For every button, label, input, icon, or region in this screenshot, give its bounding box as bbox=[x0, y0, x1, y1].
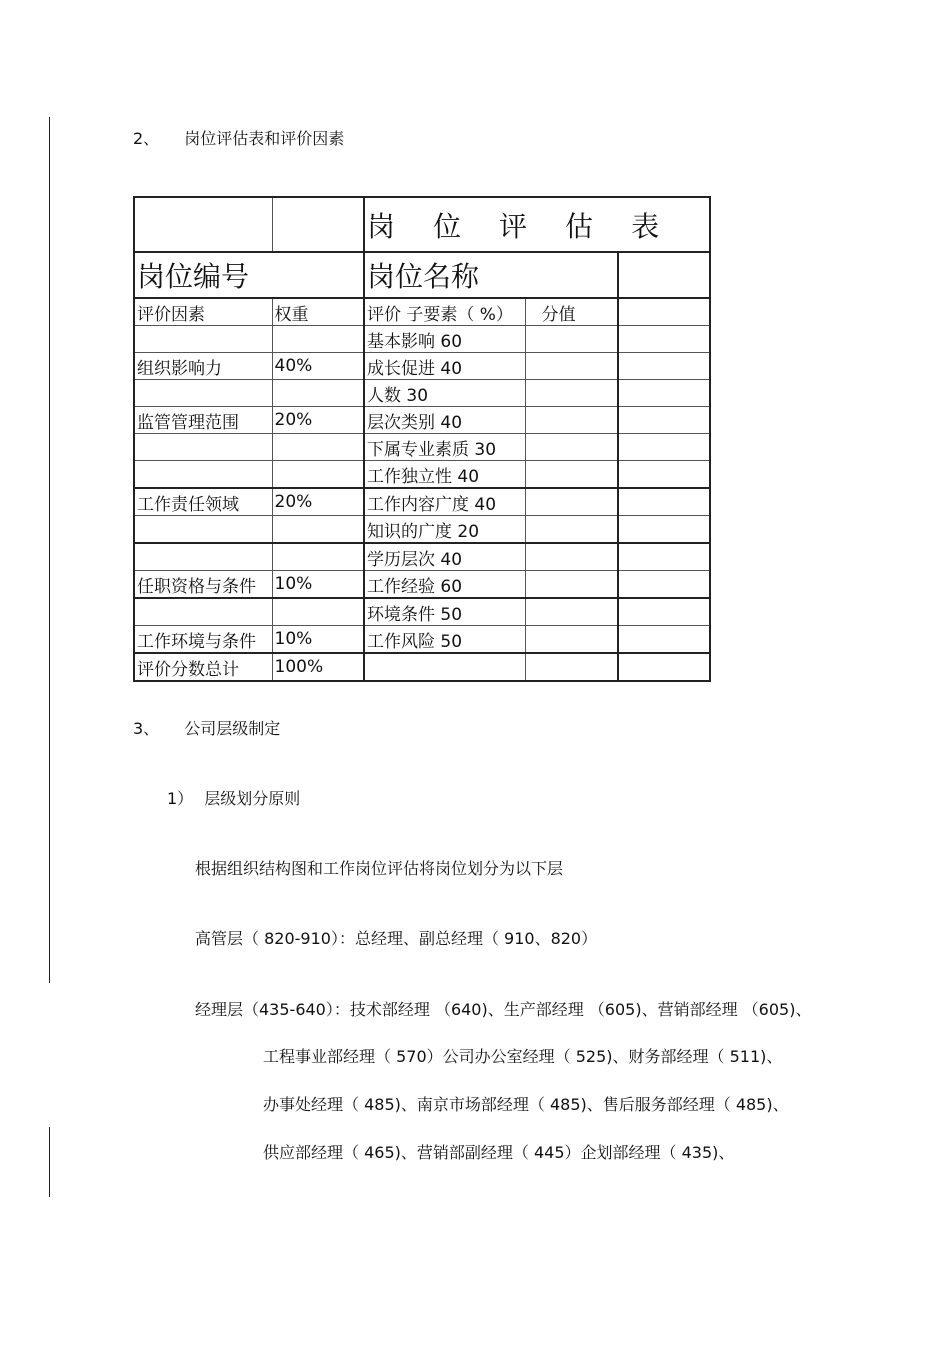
blank-cell bbox=[618, 516, 710, 544]
sub-factor-cell: 工作经验 60 bbox=[364, 571, 525, 599]
score-cell bbox=[525, 543, 618, 571]
blank-cell bbox=[618, 571, 710, 599]
blank-cell bbox=[618, 653, 710, 681]
section-2-number: 2、 bbox=[133, 129, 160, 148]
post-name-value bbox=[618, 252, 710, 298]
score-cell bbox=[525, 407, 618, 434]
blank-cell bbox=[364, 653, 525, 681]
senior-level-paragraph: 高管层（ 820-910）：总经理、副总经理（ 910、820） bbox=[195, 929, 598, 948]
table-row bbox=[134, 434, 710, 461]
score-cell bbox=[525, 461, 618, 489]
factor-cell bbox=[134, 380, 272, 407]
blank-cell bbox=[618, 326, 710, 353]
factor-cell: 工作责任领域 bbox=[134, 488, 272, 516]
total-weight: 100% bbox=[272, 653, 364, 681]
sub-factor-cell: 基本影响 60 bbox=[364, 326, 525, 353]
table-row bbox=[134, 407, 710, 434]
section-3-heading bbox=[133, 719, 280, 739]
header-sub-factor: 评价 子要素（ %） bbox=[364, 298, 525, 326]
weight-cell bbox=[272, 543, 364, 571]
subsection-1-title: 层级划分原则 bbox=[204, 789, 301, 808]
post-name-label: 岗位名称 bbox=[364, 252, 618, 298]
sub-factor-cell: 知识的广度 20 bbox=[364, 516, 525, 544]
factor-cell: 工作环境与条件 bbox=[134, 626, 272, 654]
manager-level-line-3: 办事处经理（ 485)、南京市场部经理（ 485)、售后服务部经理（ 485)、 bbox=[263, 1095, 789, 1114]
blank-cell bbox=[618, 407, 710, 434]
section-3-number: 3、 bbox=[133, 719, 160, 738]
sub-factor-cell: 工作独立性 40 bbox=[364, 461, 525, 489]
header-score: 分值 bbox=[525, 298, 618, 326]
blank-cell bbox=[618, 353, 710, 380]
table-row bbox=[134, 461, 710, 489]
margin-bar-top bbox=[49, 117, 50, 983]
weight-cell: 20% bbox=[272, 407, 364, 434]
blank-cell bbox=[618, 434, 710, 461]
blank-cell bbox=[618, 298, 710, 326]
blank-cell bbox=[618, 488, 710, 516]
weight-cell: 40% bbox=[272, 353, 364, 380]
weight-cell bbox=[272, 598, 364, 626]
table-row bbox=[134, 353, 710, 380]
table-row bbox=[134, 326, 710, 353]
factor-cell bbox=[134, 543, 272, 571]
weight-cell: 10% bbox=[272, 571, 364, 599]
factor-cell bbox=[134, 326, 272, 353]
sub-factor-cell: 成长促进 40 bbox=[364, 353, 525, 380]
manager-level-line-2: 工程事业部经理（ 570）公司办公室经理（ 525)、财务部经理（ 511)、 bbox=[263, 1047, 783, 1066]
blank-cell bbox=[618, 380, 710, 407]
score-cell bbox=[525, 434, 618, 461]
intro-paragraph: 根据组织结构图和工作岗位评估将岗位划分为以下层 bbox=[195, 859, 564, 878]
post-evaluation-table bbox=[133, 196, 711, 682]
post-number-label: 岗位编号 bbox=[134, 252, 364, 298]
title-char: 位 bbox=[433, 209, 462, 243]
factor-cell: 组织影响力 bbox=[134, 353, 272, 380]
score-cell bbox=[525, 488, 618, 516]
title-char: 评 bbox=[499, 209, 528, 243]
score-cell bbox=[525, 353, 618, 380]
score-cell bbox=[525, 626, 618, 654]
table-row bbox=[134, 488, 710, 516]
blank-cell bbox=[618, 543, 710, 571]
score-cell bbox=[525, 598, 618, 626]
score-cell bbox=[525, 380, 618, 407]
blank-cell bbox=[618, 598, 710, 626]
manager-level-line-1: 经理层（435-640）：技术部经理 （640)、生产部经理 （605)、营销部经理 （605)、 bbox=[195, 1000, 812, 1019]
table-row bbox=[134, 380, 710, 407]
factor-cell: 任职资格与条件 bbox=[134, 571, 272, 599]
subsection-1-heading bbox=[167, 789, 300, 809]
score-cell bbox=[525, 571, 618, 599]
margin-bar-bottom bbox=[49, 1127, 50, 1197]
header-factor: 评价因素 bbox=[134, 298, 272, 326]
total-label: 评价分数总计 bbox=[134, 653, 272, 681]
blank-cell bbox=[272, 197, 364, 252]
score-cell bbox=[525, 326, 618, 353]
sub-factor-cell: 环境条件 50 bbox=[364, 598, 525, 626]
factor-cell bbox=[134, 434, 272, 461]
sub-factor-cell: 工作风险 50 bbox=[364, 626, 525, 654]
weight-cell bbox=[272, 434, 364, 461]
blank-cell bbox=[134, 197, 272, 252]
sub-factor-cell: 层次类别 40 bbox=[364, 407, 525, 434]
blank-cell bbox=[525, 653, 618, 681]
blank-cell bbox=[618, 461, 710, 489]
sub-factor-cell: 人数 30 bbox=[364, 380, 525, 407]
section-2-heading bbox=[133, 129, 344, 149]
weight-cell bbox=[272, 461, 364, 489]
section-2-title: 岗位评估表和评价因素 bbox=[184, 129, 345, 148]
header-weight: 权重 bbox=[272, 298, 364, 326]
factor-cell bbox=[134, 598, 272, 626]
factor-cell bbox=[134, 461, 272, 489]
score-cell bbox=[525, 516, 618, 544]
table-row bbox=[134, 626, 710, 654]
sub-factor-cell: 下属专业素质 30 bbox=[364, 434, 525, 461]
weight-cell: 10% bbox=[272, 626, 364, 654]
table-row bbox=[134, 571, 710, 599]
blank-cell bbox=[618, 626, 710, 654]
table-row bbox=[134, 516, 710, 544]
factor-cell: 监管管理范围 bbox=[134, 407, 272, 434]
subsection-1-number: 1） bbox=[167, 789, 194, 808]
title-char: 岗 bbox=[367, 209, 396, 243]
total-row bbox=[134, 653, 710, 681]
table-title bbox=[364, 197, 710, 252]
weight-cell: 20% bbox=[272, 488, 364, 516]
manager-level-line-4: 供应部经理（ 465)、营销部副经理（ 445）企划部经理（ 435)、 bbox=[263, 1143, 735, 1162]
table-row bbox=[134, 543, 710, 571]
table-row bbox=[134, 598, 710, 626]
title-char: 估 bbox=[565, 209, 594, 243]
sub-factor-cell: 工作内容广度 40 bbox=[364, 488, 525, 516]
weight-cell bbox=[272, 380, 364, 407]
weight-cell bbox=[272, 326, 364, 353]
title-char: 表 bbox=[631, 209, 660, 243]
sub-factor-cell: 学历层次 40 bbox=[364, 543, 525, 571]
weight-cell bbox=[272, 516, 364, 544]
factor-cell bbox=[134, 516, 272, 544]
section-3-title: 公司层级制定 bbox=[184, 719, 281, 738]
